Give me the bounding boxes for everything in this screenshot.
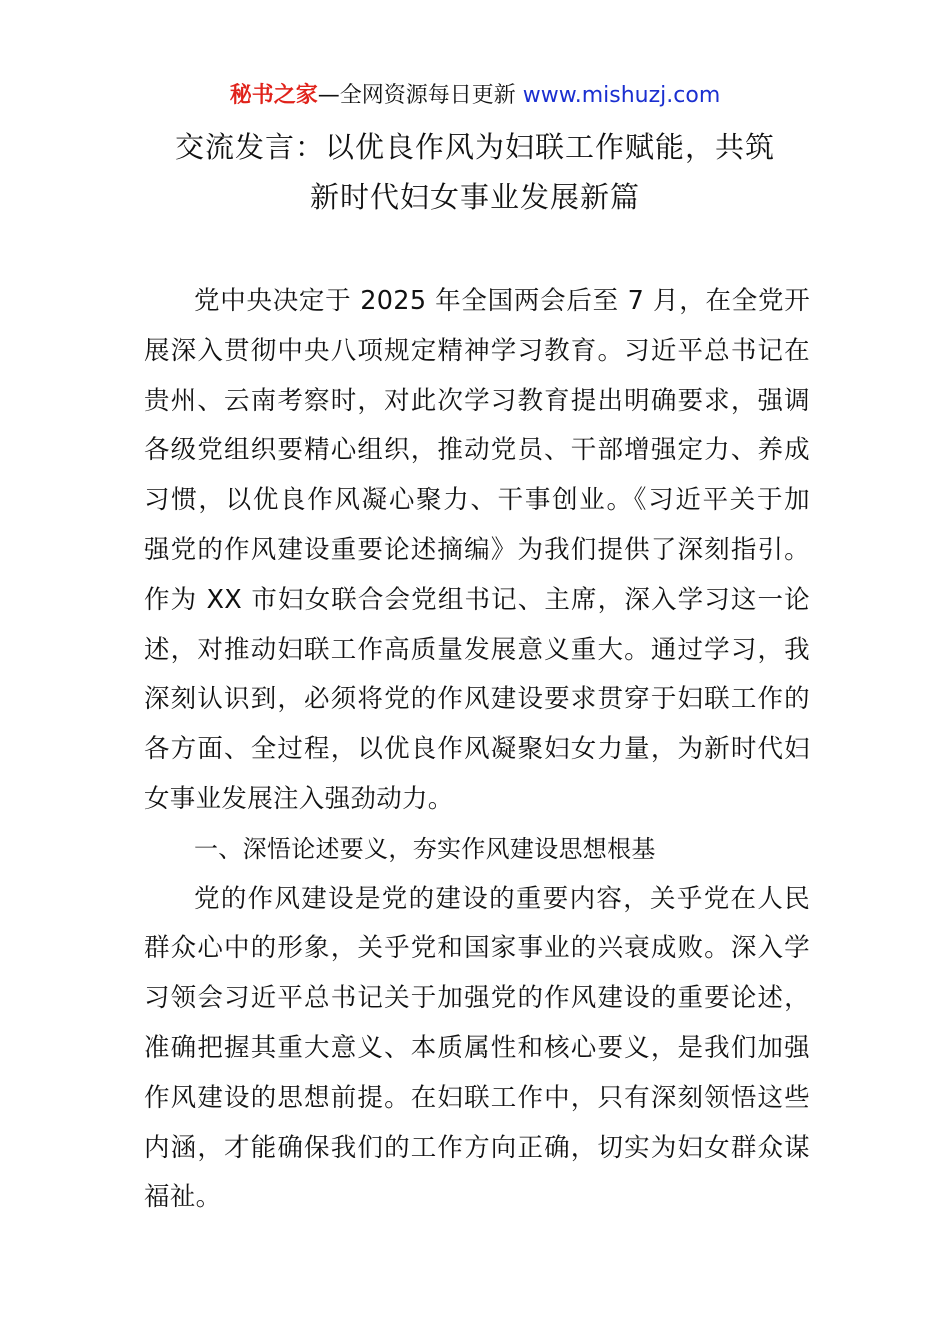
banner-brand: 秘书之家 <box>229 83 318 108</box>
text-line: 女事业发展注入强劲动力。 <box>144 783 454 814</box>
text-line: 准确把握其重大意义、本质属性和核心要义，是我们加强 <box>144 1032 810 1063</box>
text-line: 展深入贯彻中央八项规定精神学习教育。习近平总书记在 <box>144 335 810 366</box>
title-line: 交流发言：以优良作风为妇联工作赋能，共筑 <box>174 130 775 164</box>
text-line: 强党的作风建设重要论述摘编》为我们提供了深刻指引。 <box>144 534 810 565</box>
paragraph <box>144 875 810 1224</box>
text-line: 各方面、全过程，以优良作风凝聚妇女力量，为新时代妇 <box>144 734 810 765</box>
text-line: 内涵，才能确保我们的工作方向正确，切实为妇女群众谋 <box>144 1132 810 1163</box>
text-line: 各级党组织要精心组织，推动党员、干部增强定力、养成 <box>144 435 810 466</box>
site-banner <box>0 81 950 111</box>
banner-tagline: —全网资源每日更新 <box>317 83 516 108</box>
text-line: 作为 XX 市妇女联合会党组书记、主席，深入学习这一论 <box>144 584 810 615</box>
section-heading: 一、深悟论述要义，夯实作风建设思想根基 <box>194 834 656 863</box>
text-line: 群众心中的形象，关乎党和国家事业的兴衰成败。深入学 <box>144 933 810 964</box>
text-line: 述，对推动妇联工作高质量发展意义重大。通过学习，我 <box>144 634 810 665</box>
title-line: 新时代妇女事业发展新篇 <box>309 179 640 214</box>
text-line: 深刻认识到，必须将党的作风建设要求贯穿于妇联工作的 <box>144 684 810 715</box>
document-body <box>144 277 810 1223</box>
text-line: 习惯，以优良作风凝心聚力、干事创业。《习近平关于加 <box>144 485 810 516</box>
text-line: 党的作风建设是党的建设的重要内容，关乎党在人民 <box>194 883 810 914</box>
document-title <box>120 128 830 228</box>
text-line: 习领会习近平总书记关于加强党的作风建设的重要论述， <box>144 983 810 1014</box>
text-line: 作风建设的思想前提。在妇联工作中，只有深刻领悟这些 <box>144 1082 810 1113</box>
banner-url[interactable]: www.mishuzj.com <box>522 83 721 108</box>
text-line: 贵州、云南考察时，对此次学习教育提出明确要求，强调 <box>144 385 810 416</box>
text-line: 福祉。 <box>144 1182 222 1213</box>
text-line: 党中央决定于 2025 年全国两会后至 7 月，在全党开 <box>194 286 810 316</box>
paragraph <box>144 277 810 825</box>
